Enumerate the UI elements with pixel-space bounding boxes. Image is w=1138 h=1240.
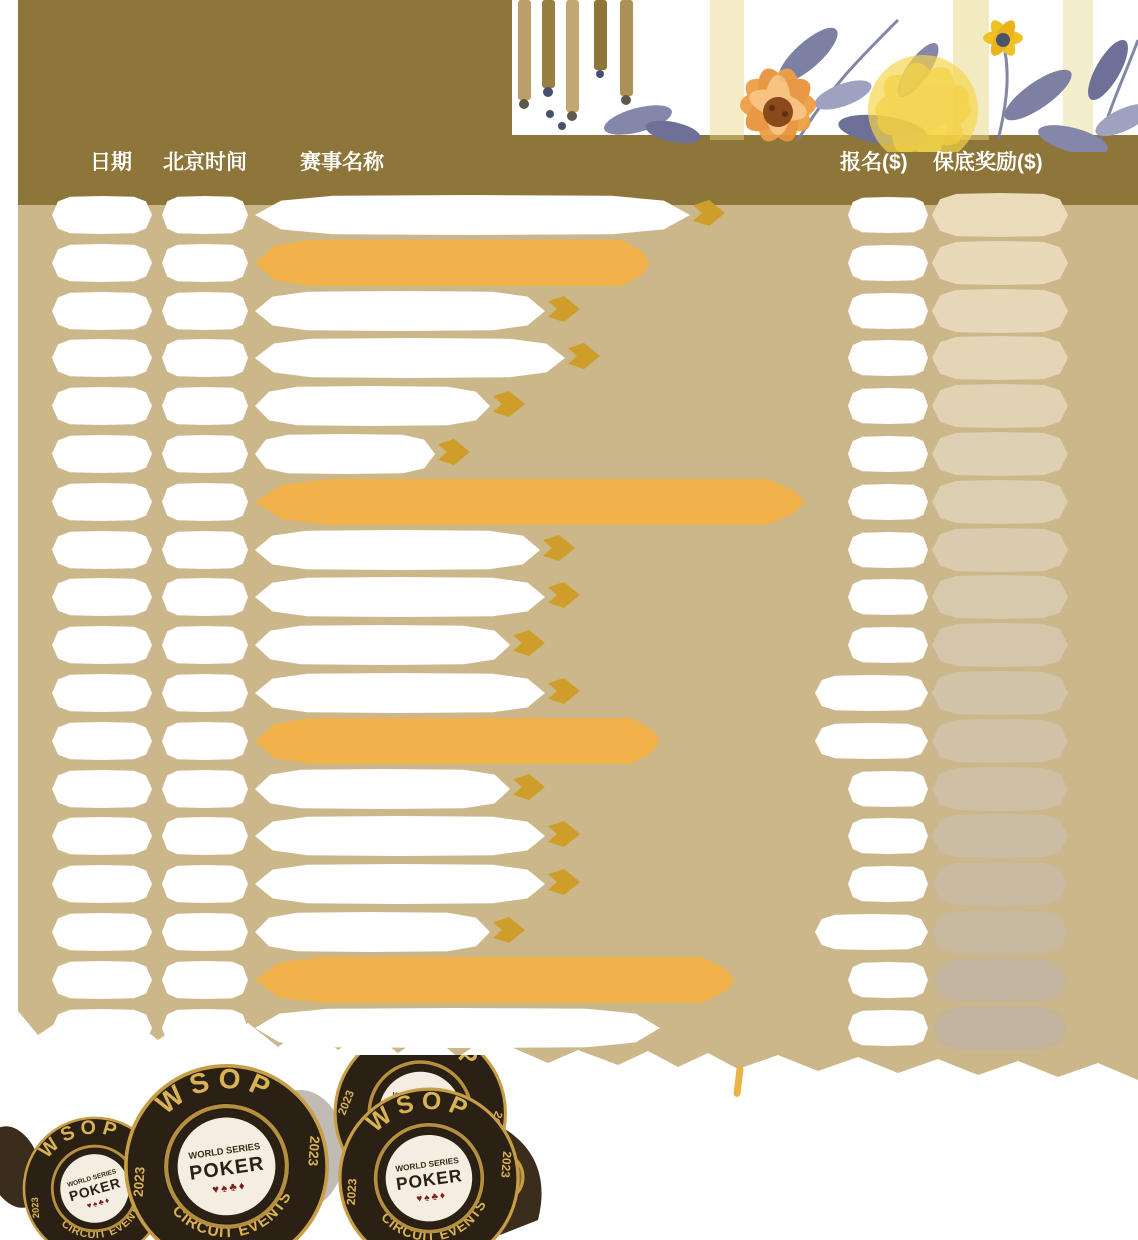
buyin-blob [848,388,928,424]
chevron-right-icon [548,582,580,608]
guarantee-blob [932,862,1068,906]
event-name-blob [255,673,545,713]
buyin-blob [815,723,928,759]
schedule-row [0,191,1138,239]
date-blob [52,435,152,473]
guarantee-blob [932,480,1068,524]
date-blob [52,913,152,951]
schedule-row [0,526,1138,574]
chevron-right-icon [493,917,525,943]
date-blob [52,961,152,999]
time-blob [162,913,248,951]
guarantee-blob [932,336,1068,380]
schedule-row-highlighted [0,478,1138,526]
time-blob [162,722,248,760]
schedule-row-highlighted [0,717,1138,765]
time-blob [162,387,248,425]
chevron-right-icon [548,678,580,704]
time-blob [162,531,248,569]
buyin-blob [848,771,928,807]
chevron-right-icon [548,821,580,847]
buyin-blob [848,484,928,520]
guarantee-blob [932,958,1068,1002]
schedule-row [0,573,1138,621]
time-blob [162,865,248,903]
guarantee-blob [932,814,1068,858]
event-name-blob [255,577,545,617]
time-blob [162,196,248,234]
date-blob [52,626,152,664]
chevron-right-icon [438,439,470,465]
guarantee-blob [932,528,1068,572]
time-blob [162,674,248,712]
chevron-right-icon [543,535,575,561]
schedule-row [0,669,1138,717]
buyin-blob [848,818,928,854]
chevron-right-icon [513,774,545,800]
time-blob [162,339,248,377]
date-blob [52,674,152,712]
guarantee-blob-echo [948,1052,1051,1057]
date-blob [52,531,152,569]
event-name-blob [255,338,565,378]
schedule-row-highlighted [0,239,1138,287]
guarantee-blob [932,910,1068,954]
guarantee-blob [932,384,1068,428]
buyin-blob [815,675,928,711]
schedule-row [0,1004,1138,1052]
time-blob [162,961,248,999]
event-name-blob [255,291,545,331]
time-blob [162,483,248,521]
event-name-blob [255,1008,660,1048]
schedule-row [0,382,1138,430]
buyin-blob-echo [858,1048,919,1053]
buyin-blob [848,579,928,615]
time-blob [162,626,248,664]
buyin-blob [848,197,928,233]
event-name-blob [255,912,490,952]
schedule-row [0,334,1138,382]
time-blob [162,292,248,330]
guarantee-blob [932,289,1068,333]
guarantee-blob [932,767,1068,811]
chevron-right-icon [513,630,545,656]
event-name-blob [255,769,510,809]
date-blob [52,578,152,616]
guarantee-blob [932,575,1068,619]
event-name-blob-highlighted [255,240,650,286]
event-name-blob-highlighted [255,479,805,525]
date-blob [52,770,152,808]
guarantee-blob [932,623,1068,667]
guarantee-blob [932,719,1068,763]
event-name-blob [255,816,545,856]
schedule-row [0,812,1138,860]
date-blob [52,244,152,282]
guarantee-blob [932,241,1068,285]
event-name-blob [255,625,510,665]
column-header-time: 北京时间 [163,151,247,174]
date-blob [52,339,152,377]
buyin-blob [848,962,928,998]
schedule-row [0,765,1138,813]
chevron-right-icon [568,343,600,369]
schedule-row [0,287,1138,335]
schedule-row [0,621,1138,669]
event-name-blob-highlighted [255,957,735,1003]
time-blob [162,817,248,855]
schedule-row [0,908,1138,956]
schedule-row [0,430,1138,478]
wsop-rings-graphic: WSOP [0,1055,560,1240]
buyin-blob [848,627,928,663]
buyin-blob [848,340,928,376]
time-blob [162,770,248,808]
wsop-ring-front [112,1055,340,1240]
buyin-blob [848,245,928,281]
date-blob [52,722,152,760]
column-header-buyin: 报名($) [840,151,908,174]
date-blob [52,865,152,903]
buyin-blob [848,866,928,902]
date-blob [52,292,152,330]
time-blob [162,578,248,616]
guarantee-blob [932,671,1068,715]
schedule-row-highlighted [0,956,1138,1004]
buyin-blob [848,436,928,472]
date-blob [52,1009,152,1047]
guarantee-blob [932,432,1068,476]
time-blob-echo [172,1049,237,1054]
date-blob-echo [64,1049,140,1054]
chevron-right-icon [493,391,525,417]
date-blob [52,817,152,855]
time-blob [162,244,248,282]
event-name-blob [255,864,545,904]
event-name-blob-highlighted [255,718,660,764]
date-blob [52,483,152,521]
buyin-blob [848,1010,928,1046]
schedule-row [0,860,1138,908]
event-name-blob [255,386,490,426]
guarantee-blob [932,193,1068,237]
chevron-right-icon [548,869,580,895]
time-blob [162,435,248,473]
column-header-guarantee: 保底奖励($) [933,151,1043,174]
buyin-blob [815,914,928,950]
event-name-blob [255,195,690,235]
event-name-blob [255,434,435,474]
date-blob [52,387,152,425]
guarantee-blob [932,1006,1068,1050]
time-blob [162,1009,248,1047]
date-blob [52,196,152,234]
chevron-right-icon [693,200,725,226]
buyin-blob [848,293,928,329]
column-header-date: 日期 [90,151,132,174]
event-name-blob [255,530,540,570]
buyin-blob [848,532,928,568]
chevron-right-icon [548,296,580,322]
column-header-event: 赛事名称 [300,151,384,174]
